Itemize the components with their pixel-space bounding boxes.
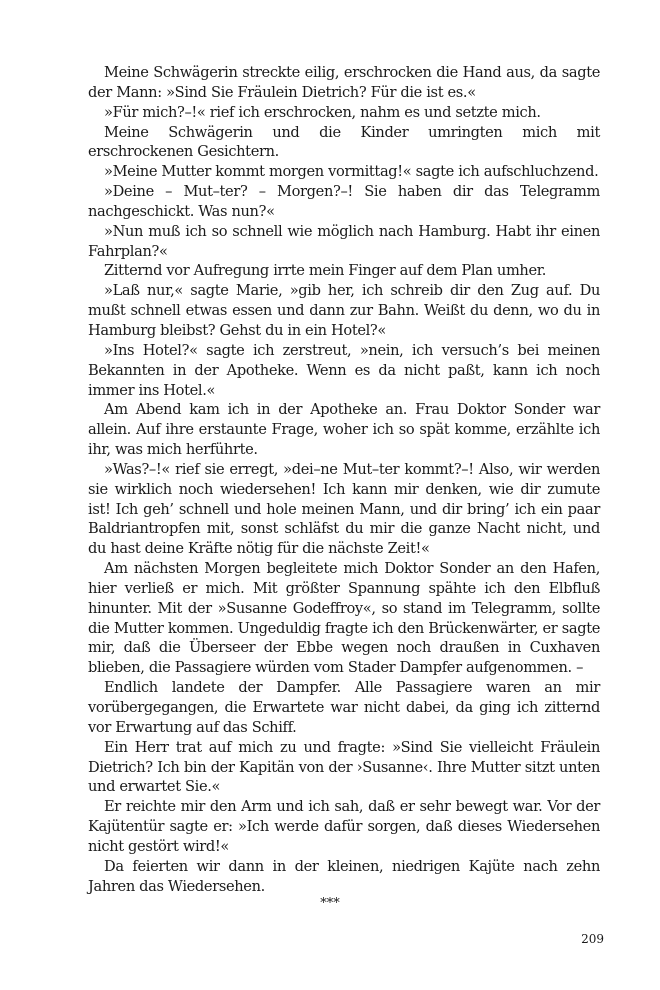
page-number: 209 (581, 932, 604, 946)
paragraph: Meine Schwägerin streckte eilig, erschrocken die Hand aus, da sagte der Mann: »Sind Sie Fräulein Dietrich? Für die ist es.« (88, 64, 600, 101)
paragraph: Meine Schwägerin und die Kinder umringten mich mit erschrockenen Gesichtern. (88, 123, 600, 161)
paragraph: »Ins Hotel?« sagte ich zerstreut, »nein, ich versuch’s bei meinen Bekannten in der Apotheke. Wenn es da nicht paßt, kann ich noch immer ins Hotel.« (88, 341, 600, 399)
paragraph: »Nun muß ich so schnell wie möglich nach Hamburg. Habt ihr einen Fahrplan?« (88, 222, 600, 260)
page-body (88, 63, 600, 896)
paragraph: »Was?–!« rief sie erregt, »dei–ne Mut–ter kommt?–! Also, wir werden sie wirklich noch wiedersehen! Ich kann mir denken, wie dir zumute ist! Ich geh’ schnell und hole meinen Mann, und dir bring’ ich ein paar Baldriantropfen mit, sonst schläfst du mir die ganze Nacht nicht, und du hast deine Kräfte nötig für die nächste Zeit!« (88, 460, 600, 558)
section-separator: *** (320, 896, 340, 911)
paragraph: »Laß nur,« sagte Marie, »gib her, ich schreib dir den Zug auf. Du mußt schnell etwas essen und dann zur Bahn. Weißt du denn, wo du in Hamburg bleibst? Gehst du in ein Hotel?« (88, 282, 600, 339)
paragraph: Ein Herr trat auf mich zu und fragte: »Sind Sie vielleicht Fräulein Dietrich? Ich bin der Kapitän von der ›Susanne‹. Ihre Mutter sitzt unten und erwartet Sie.« (88, 738, 600, 796)
paragraph: »Für mich?–!« rief ich erschrocken, nahm es und setzte mich. (104, 103, 541, 121)
paragraph: »Meine Mutter kommt morgen vormittag!« sagte ich aufschluchzend. (104, 163, 599, 181)
paragraph: »Deine – Mut–ter? – Morgen?–! Sie haben dir das Telegramm nachgeschickt. Was nun?« (88, 183, 600, 220)
paragraph: Da feierten wir dann in der kleinen, niedrigen Kajüte nach zehn Jahren das Wiedersehen. (88, 857, 600, 895)
paragraph: Zitternd vor Aufregung irrte mein Finger auf dem Plan umher. (104, 262, 547, 280)
paragraph: Am Abend kam ich in der Apotheke an. Frau Doktor Sonder war allein. Auf ihre erstaunte Frage, woher ich so spät komme, erzählte ich ihr, was mich herführte. (88, 401, 600, 459)
paragraph: Endlich landete der Dampfer. Alle Passagiere waren an mir vorübergegangen, die Erwartete war nicht dabei, da ging ich zitternd vor Erwartung auf das Schiff. (88, 679, 600, 736)
paragraph: Am nächsten Morgen begleitete mich Doktor Sonder an den Hafen, hier verließ er mich. Mit größter Spannung spähte ich den Elbfluß hinunter. Mit der »Susanne Godeffroy«, so stand im Telegramm, sollte die Mutter kommen. Ungeduldig fragte ich den Brückenwärter, er sagte mir, daß die Überseer der Ebbe wegen noch draußen in Cuxhaven blieben, die Passagiere würden vom Stader Dampfer aufgenommen. – (88, 560, 600, 677)
paragraph: Er reichte mir den Arm und ich sah, daß er sehr bewegt war. Vor der Kajütentür sagte er: »Ich werde dafür sorgen, daß dieses Wiedersehen nicht gestört wird!« (88, 798, 600, 855)
